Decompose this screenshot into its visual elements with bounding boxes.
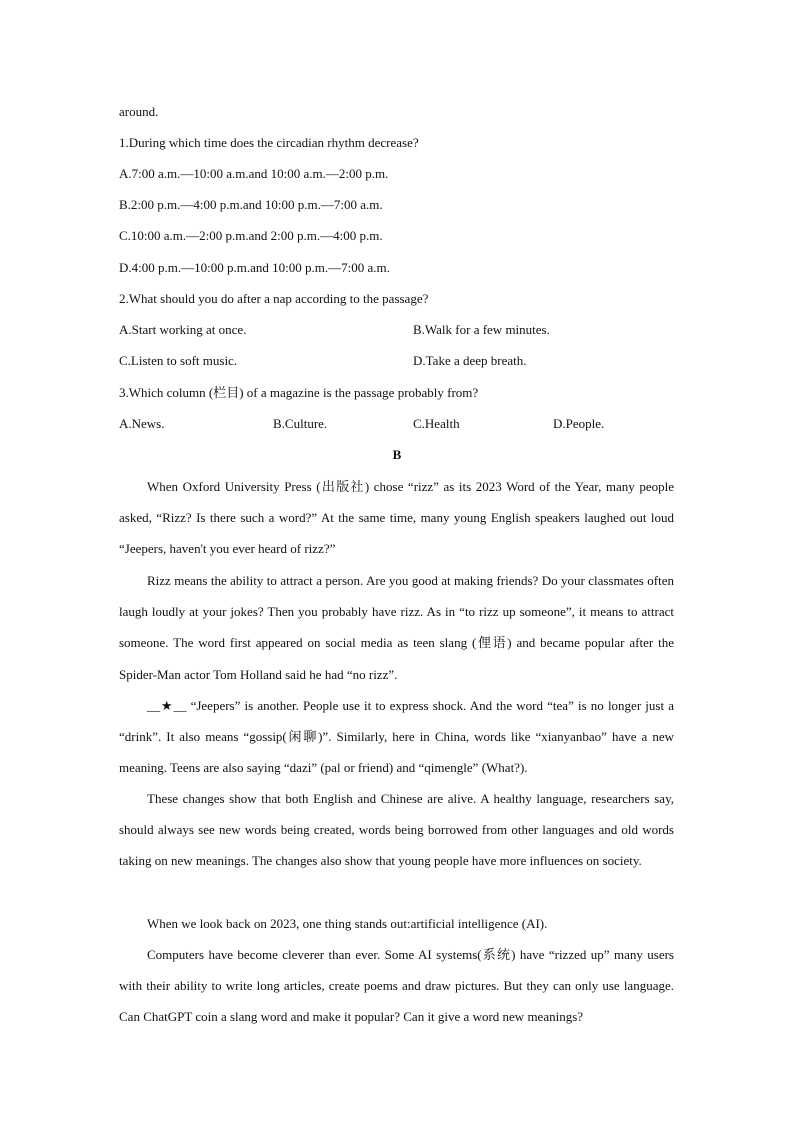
question-3-option-a: A.News. — [119, 416, 165, 431]
question-1-option-d: D.4:00 p.m.—10:00 p.m.and 10:00 p.m.—7:00 a.m. — [119, 260, 390, 275]
paragraph-2: Rizz means the ability to attract a person. Are you good at making friends? Do your classmates often laugh loudly at your jokes? Then you probably have rizz. As in “to rizz up someone”, it means to attract someone. The word first appeared on social media as teen slang (俚语) and became popular after the Spider-Man actor Tom Holland said he had “no rizz”. — [119, 573, 674, 682]
question-3-option-c: C.Health — [413, 416, 460, 431]
paragraph-3: __★__ “Jeepers” is another. People use it to express shock. And the word “tea” is no longer just a “drink”. It also means “gossip(闲聊)”. Similarly, here in China, words like “xianyanbao” have a new meaning. Teens are also saying “dazi” (pal or friend) and “qimengle” (What?). — [119, 698, 674, 776]
question-3-stem: 3.Which column (栏目) of a magazine is the passage probably from? — [119, 385, 479, 400]
paragraph-5: When we look back on 2023, one thing stands out:artificial intelligence (AI). — [147, 916, 548, 931]
paragraph-4: These changes show that both English and Chinese are alive. A healthy language, researchers say, should always see new words being created, words being borrowed from other languages and old words taking on new meanings. The changes also show that young people have more influences on society. — [119, 791, 674, 869]
question-1-option-c: C.10:00 a.m.—2:00 p.m.and 2:00 p.m.—4:00 p.m. — [119, 228, 383, 243]
text-fragment: around. — [119, 104, 159, 119]
question-3-option-d: D.People. — [553, 416, 605, 431]
question-2-stem: 2.What should you do after a nap according to the passage? — [119, 291, 429, 306]
section-heading: B — [392, 447, 402, 462]
question-2-option-d: D.Take a deep breath. — [413, 353, 527, 368]
question-1-option-a: A.7:00 a.m.—10:00 a.m.and 10:00 a.m.—2:00 p.m. — [119, 166, 389, 181]
question-1-stem: 1.During which time does the circadian rhythm decrease? — [119, 135, 419, 150]
question-3-option-b: B.Culture. — [273, 416, 328, 431]
question-1-option-b: B.2:00 p.m.—4:00 p.m.and 10:00 p.m.—7:00 a.m. — [119, 197, 383, 212]
paragraph-1: When Oxford University Press (出版社) chose “rizz” as its 2023 Word of the Year, many people asked, “Rizz? Is there such a word?” At the same time, many young English speakers laughed out loud “Jeepers, haven't you ever heard of rizz?” — [119, 479, 674, 557]
question-2-option-b: B.Walk for a few minutes. — [413, 322, 550, 337]
question-2-option-c: C.Listen to soft music. — [119, 353, 238, 368]
question-2-option-a: A.Start working at once. — [119, 322, 247, 337]
paragraph-6: Computers have become cleverer than ever. Some AI systems(系统) have “rizzed up” many users with their ability to write long articles, create poems and draw pictures. But they can only use language. Can ChatGPT coin a slang word and make it popular? Can it give a word new meanings? — [119, 947, 674, 1025]
